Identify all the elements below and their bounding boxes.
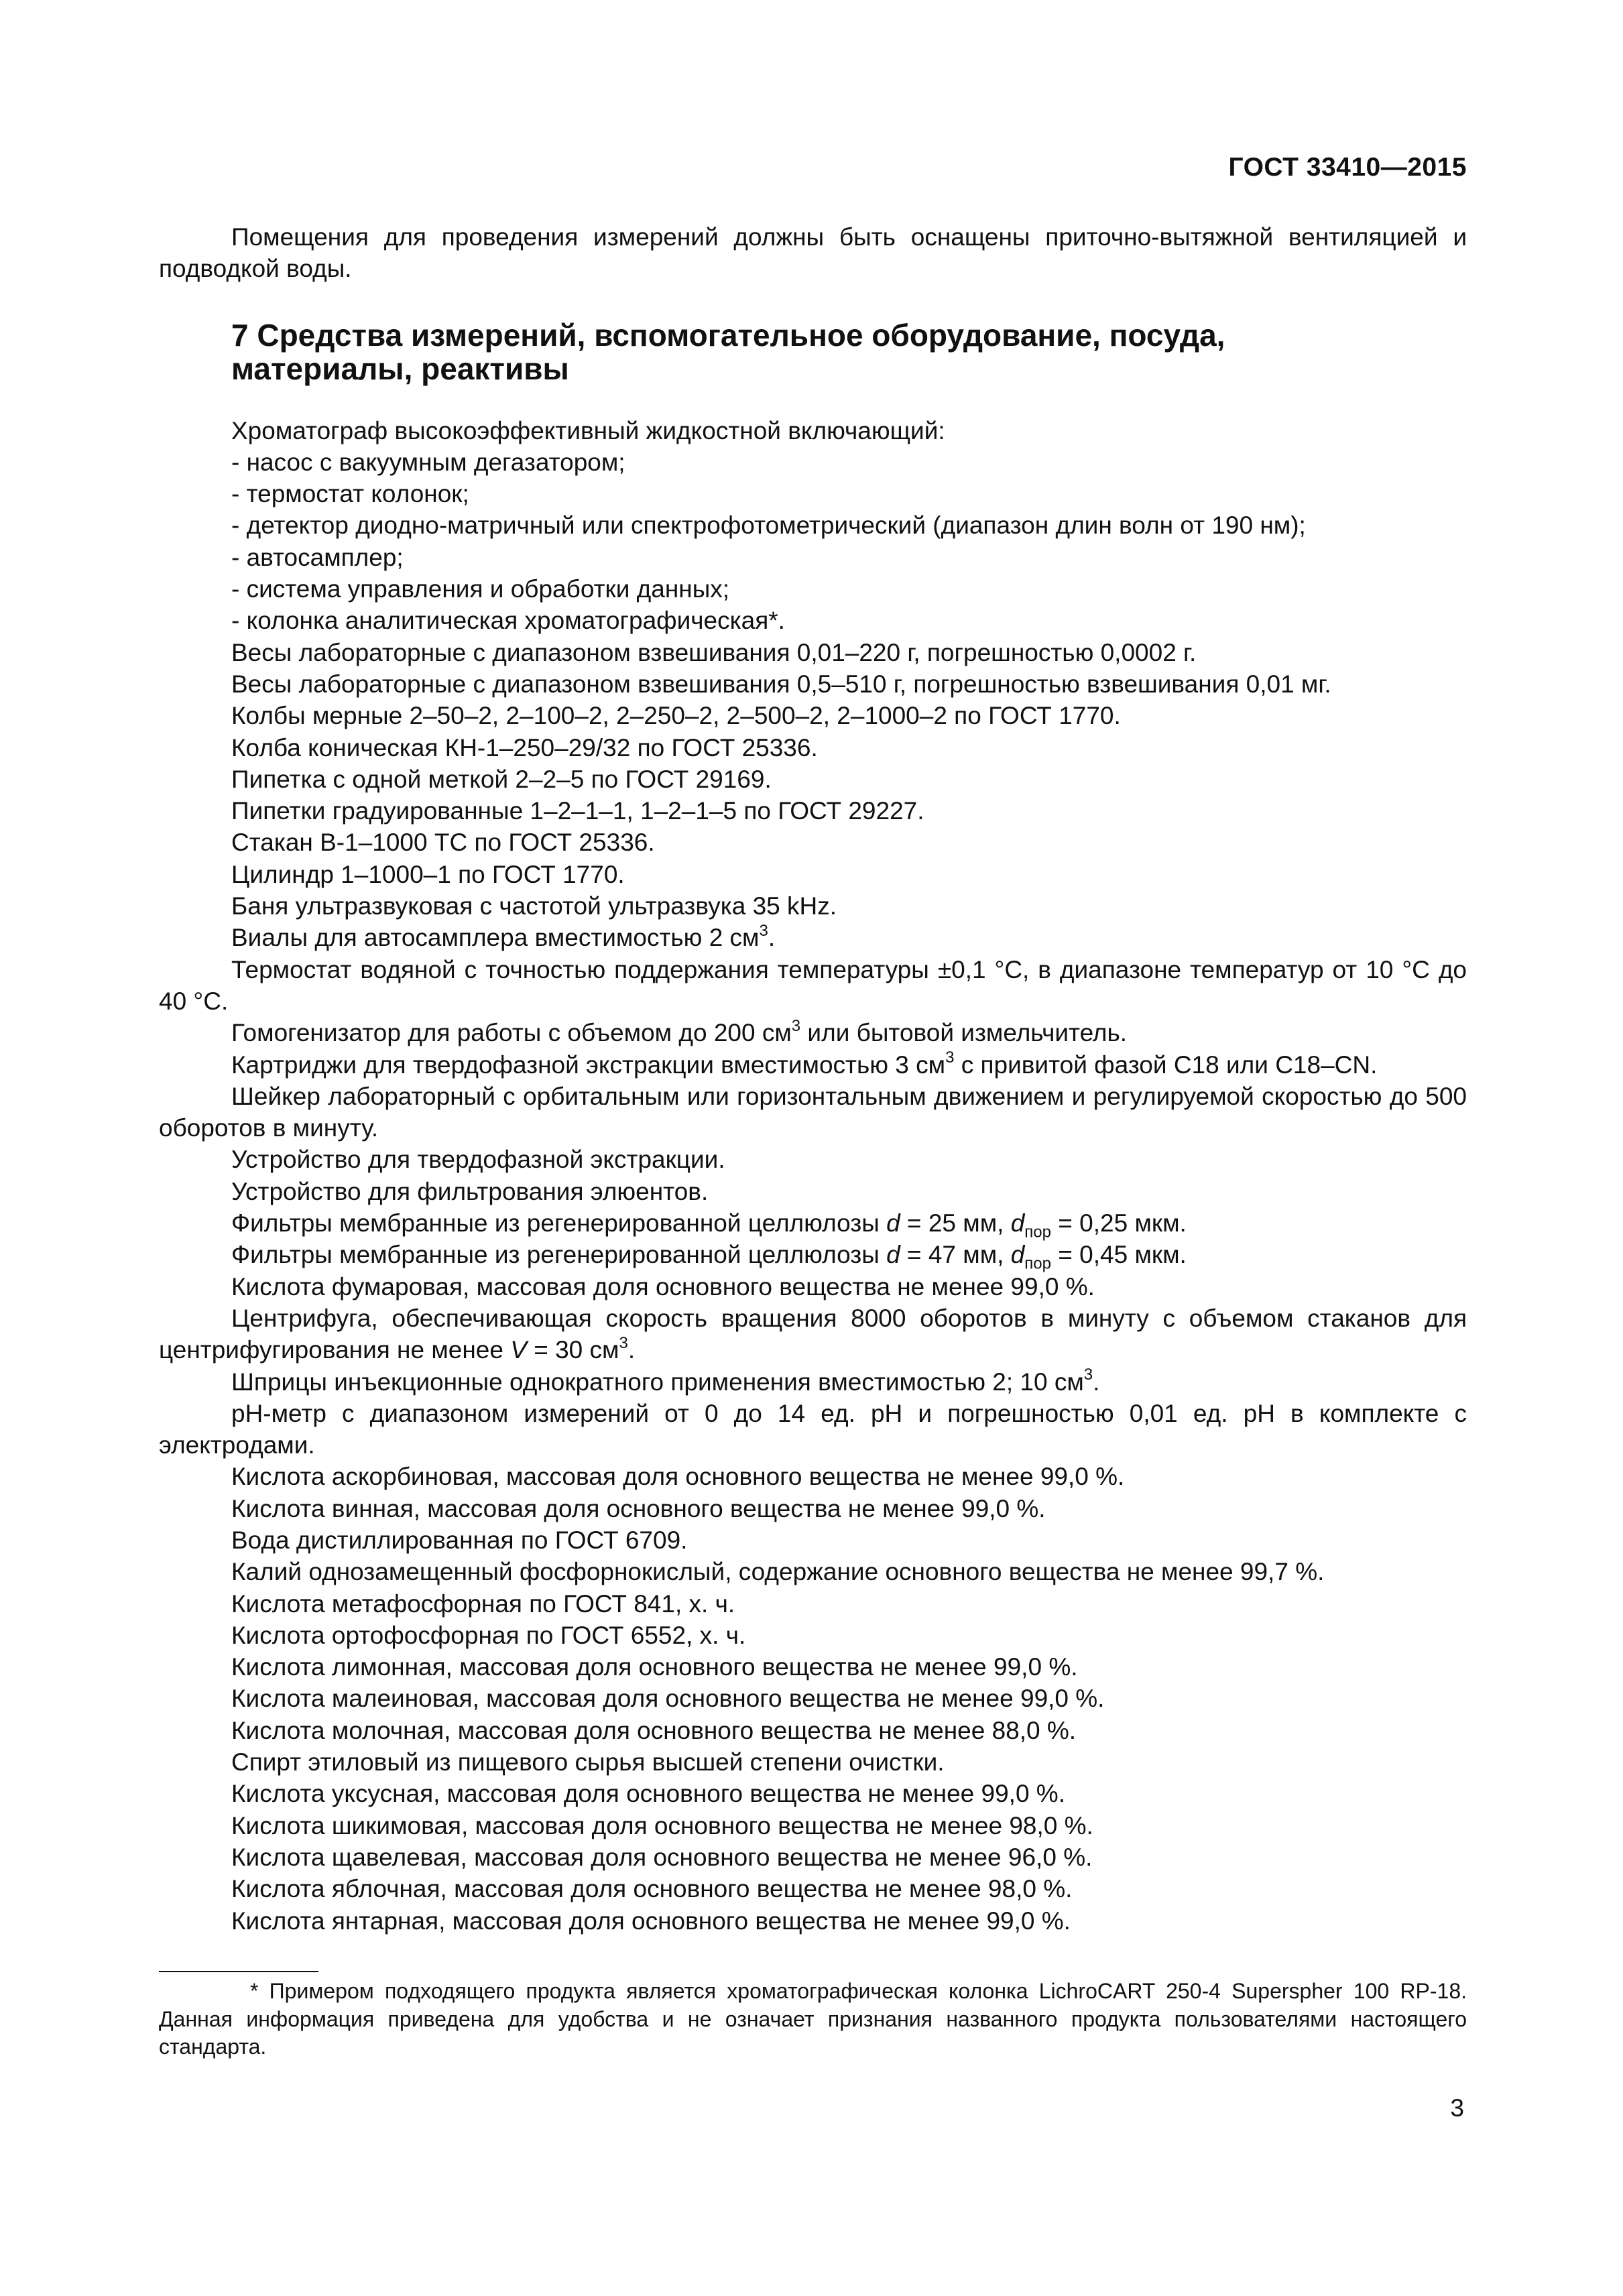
item-paragraph: Кислота аскорбиновая, массовая доля основного вещества не менее 99,0 %. (231, 1463, 1125, 1491)
item-text: Картриджи для твердофазной экстракции вместимостью 3 см (231, 1050, 946, 1079)
item-text: = 0,25 мкм. (1050, 1209, 1187, 1237)
italic-symbol: d (886, 1241, 900, 1269)
item-text: Фильтры мембранные из регенерированной целлюлозы (231, 1209, 887, 1237)
item-paragraph (159, 1303, 1467, 1366)
list-lead: Хроматограф высокоэффективный жидкостной включающий: (231, 416, 945, 444)
list-item: - термостат колонок; (231, 480, 469, 508)
item-paragraph (159, 1017, 1467, 1048)
item-paragraph: Пипетки градуированные 1–2–1–1, 1–2–1–5 по ГОСТ 29227. (231, 797, 924, 825)
item-paragraph: Кислота лимонная, массовая доля основного вещества не менее 99,0 %. (231, 1653, 1078, 1681)
superscript: 3 (791, 1016, 801, 1035)
item-paragraph: Кислота ортофосфорная по ГОСТ 6552, х. ч. (231, 1621, 746, 1649)
item-text: . (768, 924, 776, 952)
item-paragraph (159, 1049, 1467, 1081)
item-paragraph: Весы лабораторные с диапазоном взвешивания 0,5–510 г, погрешностью взвешивания 0,01 мг. (231, 670, 1331, 698)
item-paragraph: Калий однозамещенный фосфорнокислый, содержание основного вещества не менее 99,7 %. (231, 1558, 1325, 1586)
item-text: Фильтры мембранные из регенерированной целлюлозы (231, 1241, 887, 1269)
item-paragraph: Вода дистиллированная по ГОСТ 6709. (231, 1526, 688, 1554)
section-title-line-1: 7 Средства измерений, вспомогательное оборудование, посуда, (231, 317, 1225, 353)
item-paragraph: Пипетка с одной меткой 2–2–5 по ГОСТ 29169. (231, 765, 772, 793)
item-paragraph: Устройство для твердофазной экстракции. (231, 1146, 725, 1174)
item-paragraph: Кислота уксусная, массовая доля основного вещества не менее 99,0 %. (231, 1780, 1065, 1808)
item-paragraph (159, 1207, 1467, 1242)
italic-symbol: V (510, 1336, 527, 1364)
item-paragraph: Стакан В-1–1000 ТС по ГОСТ 25336. (231, 829, 655, 857)
item-text: Гомогенизатор для работы с объемом до 200 см (231, 1019, 792, 1047)
italic-symbol: d (886, 1209, 900, 1237)
item-paragraph (159, 1239, 1467, 1273)
item-text: = 30 см (526, 1336, 619, 1364)
item-paragraph: Колбы мерные 2–50–2, 2–100–2, 2–250–2, 2–500–2, 2–1000–2 по ГОСТ 1770. (231, 702, 1121, 730)
item-paragraph: Баня ультразвуковая с частотой ультразвука 35 kHz. (231, 892, 837, 920)
subscript: пор (1024, 1254, 1051, 1273)
item-text: или бытовой измельчитель. (800, 1019, 1128, 1047)
superscript: 3 (1083, 1366, 1093, 1384)
document-code: ГОСТ 33410—2015 (1228, 153, 1467, 182)
item-paragraph: Кислота янтарная, массовая доля основного вещества не менее 99,0 %. (231, 1907, 1071, 1935)
subscript: пор (1024, 1223, 1051, 1242)
item-text: = 25 мм, (900, 1209, 1011, 1237)
section-title (231, 318, 1467, 385)
list-item: - насос с вакуумным дегазатором; (231, 448, 625, 476)
footnote: * Примером подходящего продукта является хроматографическая колонка LichroCART 250-4 Superspher 100 RP-18. Данная информация приведена для удобства и не означает признания названного продукта пользователями настоящего стандарта. (159, 1979, 1467, 2059)
item-paragraph: Кислота шикимовая, массовая доля основного вещества не менее 98,0 %. (231, 1811, 1093, 1839)
italic-symbol: d (1010, 1209, 1025, 1237)
item-paragraph: Кислота малеиновая, массовая доля основного вещества не менее 99,0 %. (231, 1685, 1105, 1713)
item-text: с привитой фазой С18 или С18–CN. (954, 1050, 1378, 1079)
section-title-line-2: материалы, реактивы (231, 351, 569, 386)
item-text: = 47 мм, (900, 1241, 1011, 1269)
item-text: = 0,45 мкм. (1050, 1241, 1187, 1269)
item-paragraph: рН-метр с диапазоном измерений от 0 до 14 ед. рН и погрешностью 0,01 ед. рН в комплекте с электродами. (159, 1399, 1467, 1459)
intro-paragraph: Помещения для проведения измерений должны быть оснащены приточно-вытяжной вентиляцией и подводкой воды. (159, 223, 1467, 283)
item-paragraph: Кислота щавелевая, массовая доля основного вещества не менее 96,0 %. (231, 1843, 1093, 1871)
item-paragraph: Кислота винная, массовая доля основного вещества не менее 99,0 %. (231, 1494, 1046, 1522)
item-paragraph: Спирт этиловый из пищевого сырья высшей степени очистки. (231, 1748, 945, 1776)
item-text: Шприцы инъекционные однократного применения вместимостью 2; 10 см (231, 1368, 1084, 1396)
page-number: 3 (1450, 2094, 1464, 2122)
item-paragraph: Устройство для фильтрования элюентов. (231, 1177, 709, 1205)
item-paragraph: Термостат водяной с точностью поддержания температуры ±0,1 °С, в диапазоне температур от 10 °С до 40 °С. (159, 955, 1467, 1015)
page-content (159, 221, 1467, 1937)
item-paragraph: Кислота метафосфорная по ГОСТ 841, х. ч. (231, 1589, 735, 1618)
list-item: - детектор диодно-матричный или спектрофотометрический (диапазон длин волн от 190 нм); (231, 511, 1306, 540)
footnote-divider (159, 1971, 318, 1972)
italic-symbol: d (1010, 1241, 1025, 1269)
item-paragraph: Весы лабораторные с диапазоном взвешивания 0,01–220 г, погрешностью 0,0002 г. (231, 638, 1197, 666)
item-paragraph: Кислота яблочная, массовая доля основного вещества не менее 98,0 %. (231, 1875, 1073, 1903)
list-item: - система управления и обработки данных; (231, 575, 730, 603)
item-paragraph: Цилиндр 1–1000–1 по ГОСТ 1770. (231, 860, 625, 888)
item-paragraph: Кислота молочная, массовая доля основного вещества не менее 88,0 %. (231, 1716, 1077, 1744)
item-text: . (627, 1336, 636, 1364)
item-paragraph: Кислота фумаровая, массовая доля основного вещества не менее 99,0 %. (231, 1272, 1095, 1301)
item-text: . (1093, 1368, 1100, 1396)
item-paragraph (159, 922, 1467, 953)
list-item: - колонка аналитическая хроматографическая*. (231, 607, 785, 635)
item-paragraph: Шейкер лабораторный с орбитальным или горизонтальным движением и регулируемой скоростью до 500 оборотов в минуту. (159, 1082, 1467, 1142)
item-paragraph: Колба коническая КН-1–250–29/32 по ГОСТ 25336. (231, 733, 818, 762)
superscript: 3 (619, 1333, 628, 1352)
item-text: Виалы для автосамплера вместимостью 2 см (231, 924, 760, 952)
superscript: 3 (759, 922, 768, 941)
list-item: - автосамплер; (231, 543, 404, 571)
superscript: 3 (945, 1048, 955, 1067)
item-text: Центрифуга, обеспечивающая скорость вращения 8000 оборотов в минуту с объемом стаканов для центрифугирования не менее (159, 1304, 1467, 1364)
item-paragraph (159, 1366, 1467, 1398)
